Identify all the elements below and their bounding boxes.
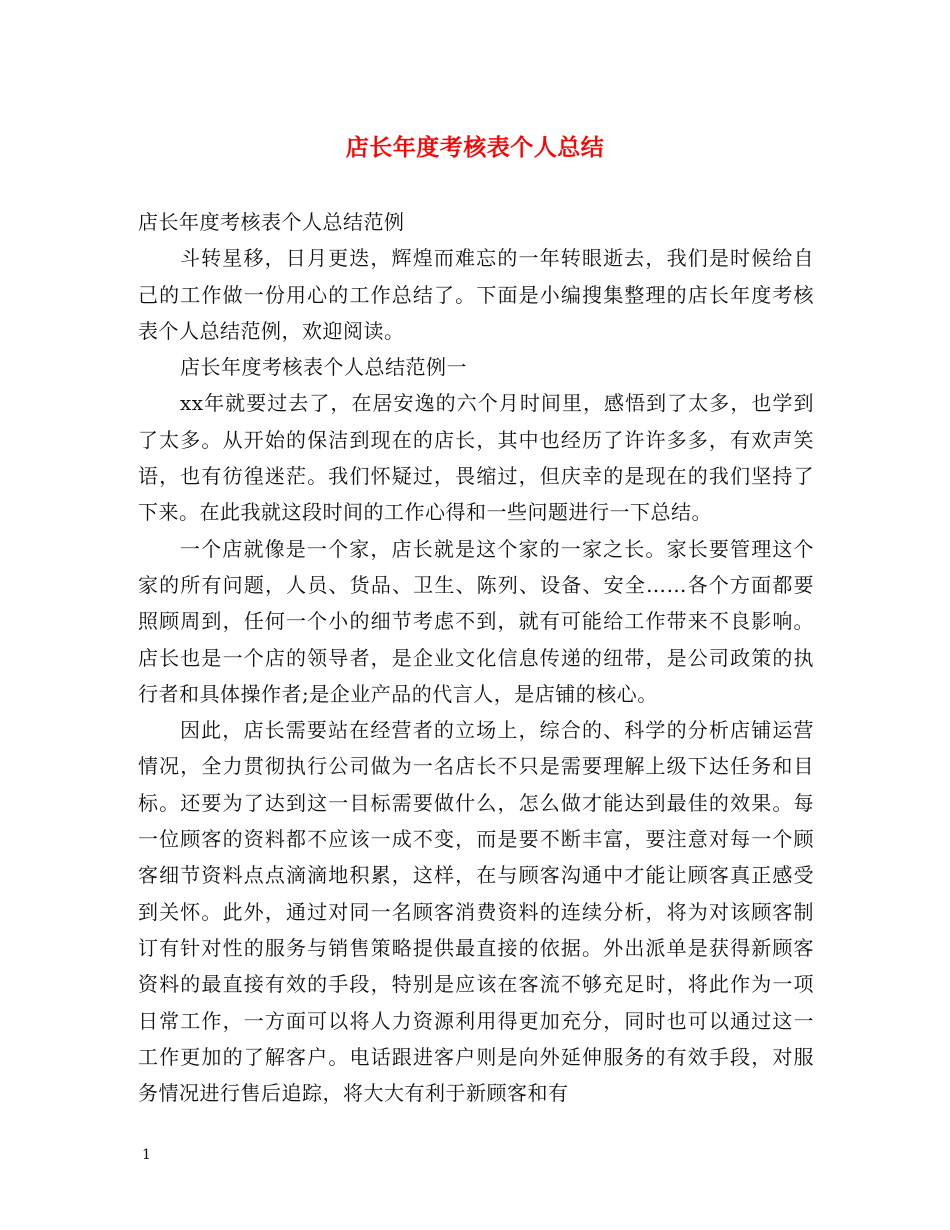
paragraph-intro: 斗转星移，日月更迭，辉煌而难忘的一年转眼逝去，我们是时候给自己的工作做一份用心的工作总结了。下面是小编搜集整理的店长年度考核表个人总结范例，欢迎阅读。 xyxy=(138,246,814,343)
section-heading: 店长年度考核表个人总结范例一 xyxy=(180,355,467,380)
page-number: 1 xyxy=(142,1147,151,1163)
paragraph-2: 一个店就像是一个家，店长就是这个家的一家之长。家长要管理这个家的所有问题，人员、货品、卫生、陈列、设备、安全……各个方面都要照顾周到，任何一个小的细节考虑不到，就有可能给工作带来不良影响。店长也是一个店的领导者，是企业文化信息传递的纽带，是公司政策的执行者和具体操作者;是企业产品的代言人，是店铺的核心。 xyxy=(138,536,814,706)
paragraph-1: xx年就要过去了，在居安逸的六个月时间里，感悟到了太多，也学到了太多。从开始的保洁到现在的店长，其中也经历了许许多多，有欢声笑语，也有彷徨迷茫。我们怀疑过，畏缩过，但庆幸的是现在的我们坚持了下来。在此我就这段时间的工作心得和一些问题进行一下总结。 xyxy=(138,391,814,525)
paragraph-3: 因此，店长需要站在经营者的立场上，综合的、科学的分析店铺运营情况，全力贯彻执行公司做为一名店长不只是需要理解上级下达任务和目标。还要为了达到这一目标需要做什么，怎么做才能达到最佳的效果。每一位顾客的资料都不应该一成不变，而是要不断丰富，要注意对每一个顾客细节资料点点滴滴地积累，这样，在与顾客沟通中才能让顾客真正感受到关怀。此外，通过对同一名顾客消费资料的连续分析，将为对该顾客制订有针对性的服务与销售策略提供最直接的依据。外出派单是获得新顾客资料的最直接有效的手段，特别是应该在客流不够充足时，将此作为一项日常工作，一方面可以将人力资源利用得更加充分，同时也可以通过这一工作更加的了解客户。电话跟进客户则是向外延伸服务的有效手段，对服务情况进行售后追踪，将大大有利于新顾客和有 xyxy=(138,718,814,1106)
document-title: 店长年度考核表个人总结 xyxy=(345,134,605,161)
document-subtitle: 店长年度考核表个人总结范例 xyxy=(138,210,405,234)
document-body xyxy=(138,204,814,1111)
